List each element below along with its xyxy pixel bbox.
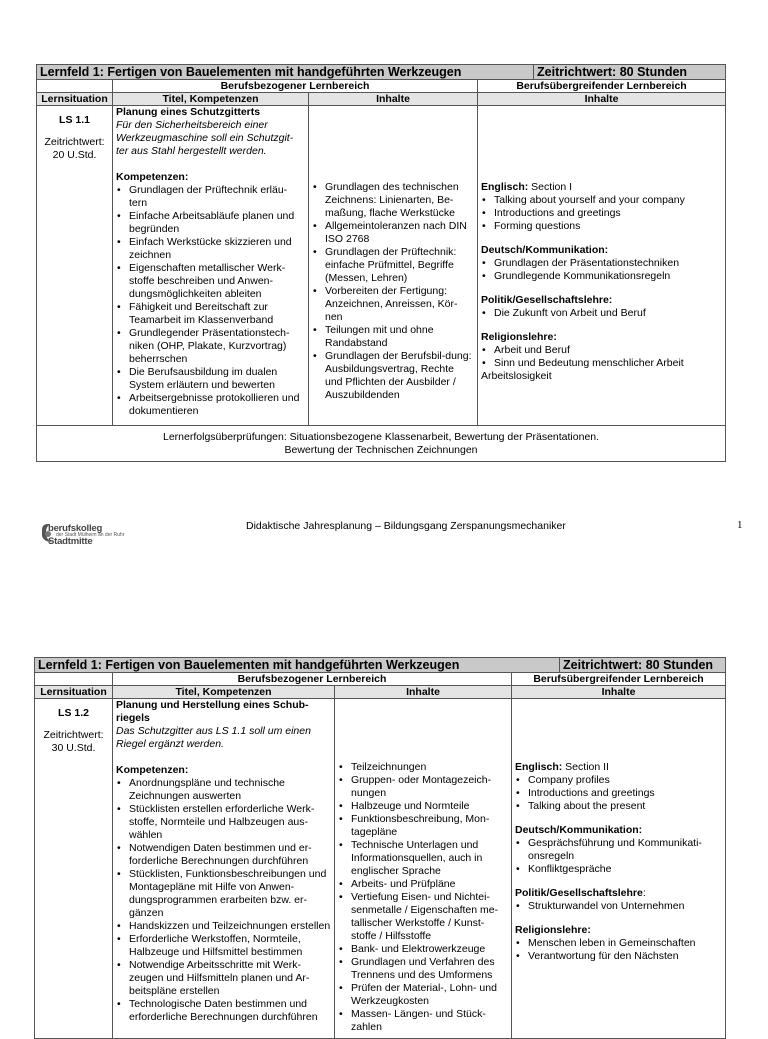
lernerfolg-cell [37, 426, 726, 462]
list-item: • Eigenschaften metallischer Werk-stoffe beschreiben und Anwen-dungsmöglichkeiten ableiten [116, 262, 305, 301]
list-item: • Grundlegender Präsentationstech-niken (OHP, Plakate, Kurzvortrag) beherrschen [116, 327, 305, 366]
col-lernsituation: Lernsituation [37, 93, 113, 106]
list-item: • Grundlagen des technischen Zeichnens: Linienarten, Be-maßung, flache Werkstücke [312, 181, 474, 220]
page-number: 1 [737, 519, 743, 531]
list-item: • Introductions and greetings [515, 787, 722, 800]
ls-title: Planung und Herstellung eines Schub-riegels [116, 699, 309, 724]
uebergreifend-cell [478, 106, 726, 426]
englisch-list [515, 774, 722, 813]
school-logo [38, 520, 148, 546]
lernfeld-table-2 [34, 657, 726, 1039]
list-item: • Teilzeichnungen [338, 761, 508, 774]
list-item: • Vorbereiten der Fertigung: Anzeichnen, Anreissen, Kör-nen [312, 285, 474, 324]
inhalte-cell [309, 106, 478, 426]
deutsch-list [515, 837, 722, 876]
politik-list [515, 900, 722, 913]
list-item: • Die Zukunft von Arbeit und Beruf [481, 307, 722, 320]
ls-title: Planung eines Schutzgitterts [116, 106, 261, 118]
ls-description: Für den Sicherheitsbereich einer Werkzeugmaschine soll ein Schutzgit-ter aus Stahl hergestellt werden. [116, 119, 294, 157]
list-item: • Notwendigen Daten bestimmen und er-forderliche Berechnungen durchführen [116, 842, 331, 868]
list-item: • Grundlagen der Präsentationstechniken [481, 257, 722, 270]
list-item: • Stücklisten, Funktionsbeschreibungen und Montagepläne mit Hilfe von Anwen-dungsprogrammen erarbeiten bzw. er-gänzen [116, 868, 331, 920]
list-item: • Verantwortung für den Nächsten [515, 950, 722, 963]
lernfeld-table-1 [36, 64, 726, 462]
list-item: • Erforderliche Werkstoffen, Normteile, Halbzeuge und Hilfsmittel bestimmen [116, 933, 331, 959]
list-item: • Talking about the present [515, 800, 722, 813]
col-titel-kompetenzen: Titel, Kompetenzen [113, 686, 335, 699]
ls-zeit-label: Zeitrichtwert: [43, 729, 104, 741]
col-inhalte: Inhalte [309, 93, 478, 106]
deutsch-label: Deutsch/Kommunikation: [515, 824, 643, 836]
englisch-heading [481, 181, 722, 194]
inhalte-list [338, 761, 508, 1034]
list-item: • Einfache Arbeitsabläufe planen und begründen [116, 210, 305, 236]
list-item: • Fähigkeit und Bereitschaft zur Teamarbeit im Klassenverband [116, 301, 305, 327]
religion-list [481, 344, 722, 370]
ls-code: LS 1.1 [59, 114, 90, 126]
list-item: • Allgemeintoleranzen nach DIN ISO 2768 [312, 220, 474, 246]
politik-heading [515, 887, 722, 900]
zeitrichtwert-header: Zeitrichtwert: 80 Stunden [560, 658, 726, 673]
list-item: • Funktionsbeschreibung, Mon-tagepläne [338, 813, 508, 839]
list-item: • Arbeitsergebnisse protokollieren und dokumentieren [116, 392, 305, 418]
list-item: • Sinn und Bedeutung menschlicher Arbeit [481, 357, 722, 370]
footer-center-text: Didaktische Jahresplanung – Bildungsgang Zerspanungsmechaniker [246, 520, 566, 532]
list-item: • Arbeits- und Prüfpläne [338, 878, 508, 891]
englisch-heading [515, 761, 722, 774]
ls-zeit-value: 20 U.Std. [52, 149, 97, 161]
list-item: • Konfliktgespräche [515, 863, 722, 876]
list-item: • Einfach Werkstücke skizzieren und zeichnen [116, 236, 305, 262]
lernerfolg-line-2: Bewertung der Technischen Zeichnungen [284, 443, 478, 456]
religion-extra: Arbeitslosigkeit [481, 370, 552, 382]
lernsituation-cell [35, 699, 113, 1039]
religion-label: Religionslehre: [481, 331, 557, 343]
lernfeld-title: Lernfeld 1: Fertigen von Bauelementen mit handgeführten Werkzeugen [37, 65, 534, 80]
religion-label: Religionslehre: [515, 924, 591, 936]
kompetenzen-list [116, 777, 331, 1024]
list-item: • Grundlagen der Prüftechnik: einfache Prüfmittel, Begriffe (Messen, Lehren) [312, 246, 474, 285]
berufsbezogener-lernbereich: Berufsbezogener Lernbereich [113, 80, 478, 93]
uebergreifend-cell [512, 699, 726, 1039]
titel-kompetenzen-cell [113, 699, 335, 1039]
englisch-label: Englisch: [515, 761, 563, 773]
list-item: • Handskizzen und Teilzeichnungen erstellen [116, 920, 331, 933]
inhalte-cell [335, 699, 512, 1039]
deutsch-list [481, 257, 722, 283]
list-item: • Arbeit und Beruf [481, 344, 722, 357]
zeitrichtwert-header: Zeitrichtwert: 80 Stunden [534, 65, 726, 80]
list-item: • Die Berufsausbildung im dualen System erläutern und bewerten [116, 366, 305, 392]
list-item: • Teilungen mit und ohne Randabstand [312, 324, 474, 350]
col-inhalte-uebergreifend: Inhalte [512, 686, 726, 699]
englisch-section: Section II [562, 761, 609, 773]
list-item: • Technische Unterlagen und Informationsquellen, auch in englischer Sprache [338, 839, 508, 878]
list-item: • Stücklisten erstellen erforderliche Werk-stoffe, Normteile und Halbzeugen aus-wählen [116, 803, 331, 842]
list-item: • Prüfen der Material-, Lohn- und Werkzeugkosten [338, 982, 508, 1008]
englisch-list [481, 194, 722, 233]
list-item: • Gruppen- oder Montagezeich-nungen [338, 774, 508, 800]
ls-zeit-label: Zeitrichtwert: [44, 136, 105, 148]
politik-colon: : [642, 887, 646, 899]
kompetenzen-label: Kompetenzen: [116, 171, 189, 183]
list-item: • Notwendige Arbeitsschritte mit Werk-zeugen und Hilfsmitteln planen und Ar-beitspläne erstellen [116, 959, 331, 998]
list-item: • Halbzeuge und Normteile [338, 800, 508, 813]
lernsituation-cell [37, 106, 113, 426]
deutsch-label: Deutsch/Kommunikation: [481, 244, 609, 256]
list-item: • Bank- und Elektrowerkzeuge [338, 943, 508, 956]
list-item: • Grundlagen der Berufsbil-dung: Ausbildungsvertrag, Rechte und Pflichten der Ausbilder / Auszubildenden [312, 350, 474, 402]
kompetenzen-label: Kompetenzen: [116, 764, 189, 776]
englisch-section: Section I [528, 181, 573, 193]
list-item: • Massen- Längen- und Stück-zahlen [338, 1008, 508, 1034]
list-item: • Anordnungspläne und technische Zeichnungen auswerten [116, 777, 331, 803]
titel-kompetenzen-cell [113, 106, 309, 426]
englisch-label: Englisch: [481, 181, 529, 193]
list-item: • Menschen leben in Gemeinschaften [515, 937, 722, 950]
inhalte-list [312, 181, 474, 402]
politik-label: Politik/Gesellschaftslehre [515, 887, 643, 899]
list-item: • Grundlegende Kommunikationsregeln [481, 270, 722, 283]
col-inhalte-uebergreifend: Inhalte [478, 93, 726, 106]
lernfeld-title: Lernfeld 1: Fertigen von Bauelementen mit handgeführten Werkzeugen [35, 658, 560, 673]
list-item: • Forming questions [481, 220, 722, 233]
list-item: • Vertiefung Eisen- und Nichtei-senmetalle / Eigenschaften me-tallischer Werkstoffe / Kunst-stoffe / Hilfsstoffe [338, 891, 508, 943]
religion-list [515, 937, 722, 963]
list-item: • Talking about yourself and your company [481, 194, 722, 207]
berufsuebergreifender-lernbereich: Berufsübergreifender Lernbereich [478, 80, 726, 93]
col-lernsituation: Lernsituation [35, 686, 113, 699]
berufsbezogener-lernbereich: Berufsbezogener Lernbereich [113, 673, 512, 686]
logo-text: berufskolleg Stadtmitte [48, 523, 103, 547]
ls-zeit-value: 30 U.Std. [51, 742, 96, 754]
lernerfolg-line-1: Lernerfolgsüberprüfungen: Situationsbezogene Klassenarbeit, Bewertung der Präsentationen. [163, 430, 600, 443]
kompetenzen-list [116, 184, 305, 418]
ls-description: Das Schutzgitter aus LS 1.1 soll um einen Riegel ergänzt werden. [116, 725, 311, 750]
list-item: • Gesprächsführung und Kommunikati-onsregeln [515, 837, 722, 863]
col-inhalte: Inhalte [335, 686, 512, 699]
list-item: • Grundlagen und Verfahren des Trennens und des Umformens [338, 956, 508, 982]
list-item: • Company profiles [515, 774, 722, 787]
politik-label: Politik/Gesellschaftslehre: [481, 294, 613, 306]
list-item: • Strukturwandel von Unternehmen [515, 900, 722, 913]
politik-list [481, 307, 722, 320]
berufsuebergreifender-lernbereich: Berufsübergreifender Lernbereich [512, 673, 726, 686]
list-item: • Technologische Daten bestimmen und erforderliche Berechnungen durchführen [116, 998, 331, 1024]
col-titel-kompetenzen: Titel, Kompetenzen [113, 93, 309, 106]
page-footer [0, 510, 768, 547]
ls-code: LS 1.2 [58, 707, 89, 719]
list-item: • Grundlagen der Prüftechnik erläu-tern [116, 184, 305, 210]
list-item: • Introductions and greetings [481, 207, 722, 220]
logo-subtext: der Stadt Mülheim an der Ruhr [56, 532, 125, 538]
